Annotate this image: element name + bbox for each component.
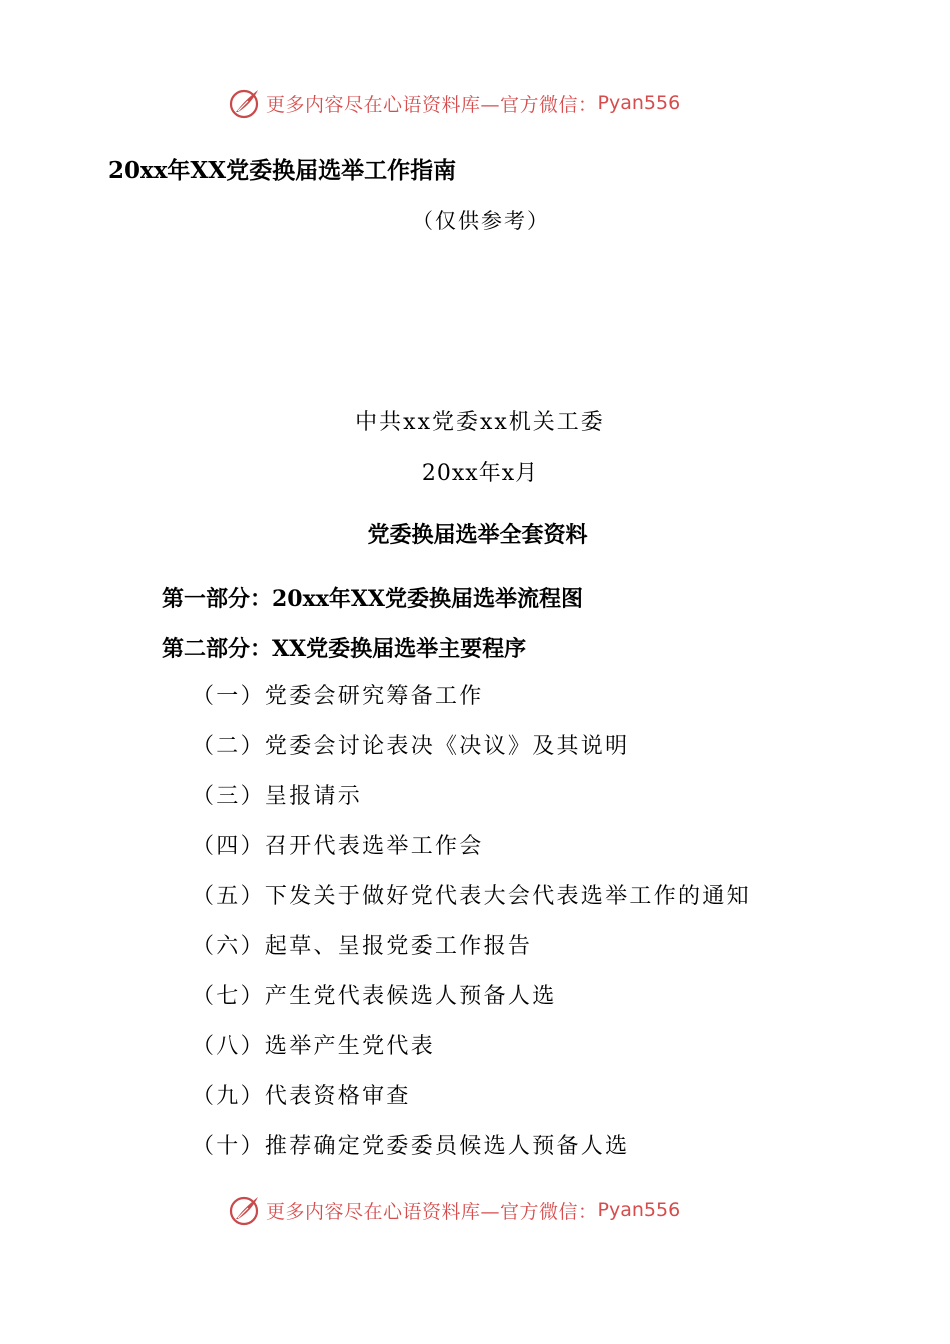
procedure-item: （七）产生党代表候选人预备人选 <box>192 984 557 1009</box>
document-date: 20xx年x月 <box>421 461 539 486</box>
procedure-item: （五）下发关于做好党代表大会代表选举工作的通知 <box>192 884 751 909</box>
watermark-banner-top <box>228 83 748 123</box>
part-heading-2: 第二部分：XX党委换届选举主要程序 <box>162 636 527 662</box>
watermark-wechat-id: Pyan556 <box>597 1199 681 1221</box>
document-note: （仅供参考） <box>412 209 550 233</box>
procedure-item: （九）代表资格审查 <box>192 1084 411 1109</box>
procedure-item: （一）党委会研究筹备工作 <box>192 684 484 709</box>
procedure-item: （四）召开代表选举工作会 <box>192 834 484 859</box>
procedure-item: （三）呈报请示 <box>192 784 363 809</box>
procedure-list <box>192 672 751 1172</box>
watermark-wechat-id: Pyan556 <box>597 92 681 114</box>
part-heading-1: 第一部分：20xx年XX党委换届选举流程图 <box>162 586 583 612</box>
watermark-text: 更多内容尽在心语资料库—官方微信： <box>266 93 598 116</box>
procedure-item: （八）选举产生党代表 <box>192 1034 436 1059</box>
procedure-item: （二）党委会讨论表决《决议》及其说明 <box>192 734 630 759</box>
quill-logo-icon <box>228 86 262 120</box>
procedure-item: （十）推荐确定党委委员候选人预备人选 <box>192 1134 630 1159</box>
watermark-banner-bottom <box>228 1190 748 1230</box>
set-title: 党委换届选举全套资料 <box>367 523 588 548</box>
organization-name: 中共xx党委xx机关工委 <box>355 410 605 435</box>
quill-logo-icon <box>228 1193 262 1227</box>
watermark-text: 更多内容尽在心语资料库—官方微信： <box>266 1200 598 1223</box>
document-title: 20xx年XX党委换届选举工作指南 <box>108 157 457 184</box>
procedure-item: （六）起草、呈报党委工作报告 <box>192 934 533 959</box>
